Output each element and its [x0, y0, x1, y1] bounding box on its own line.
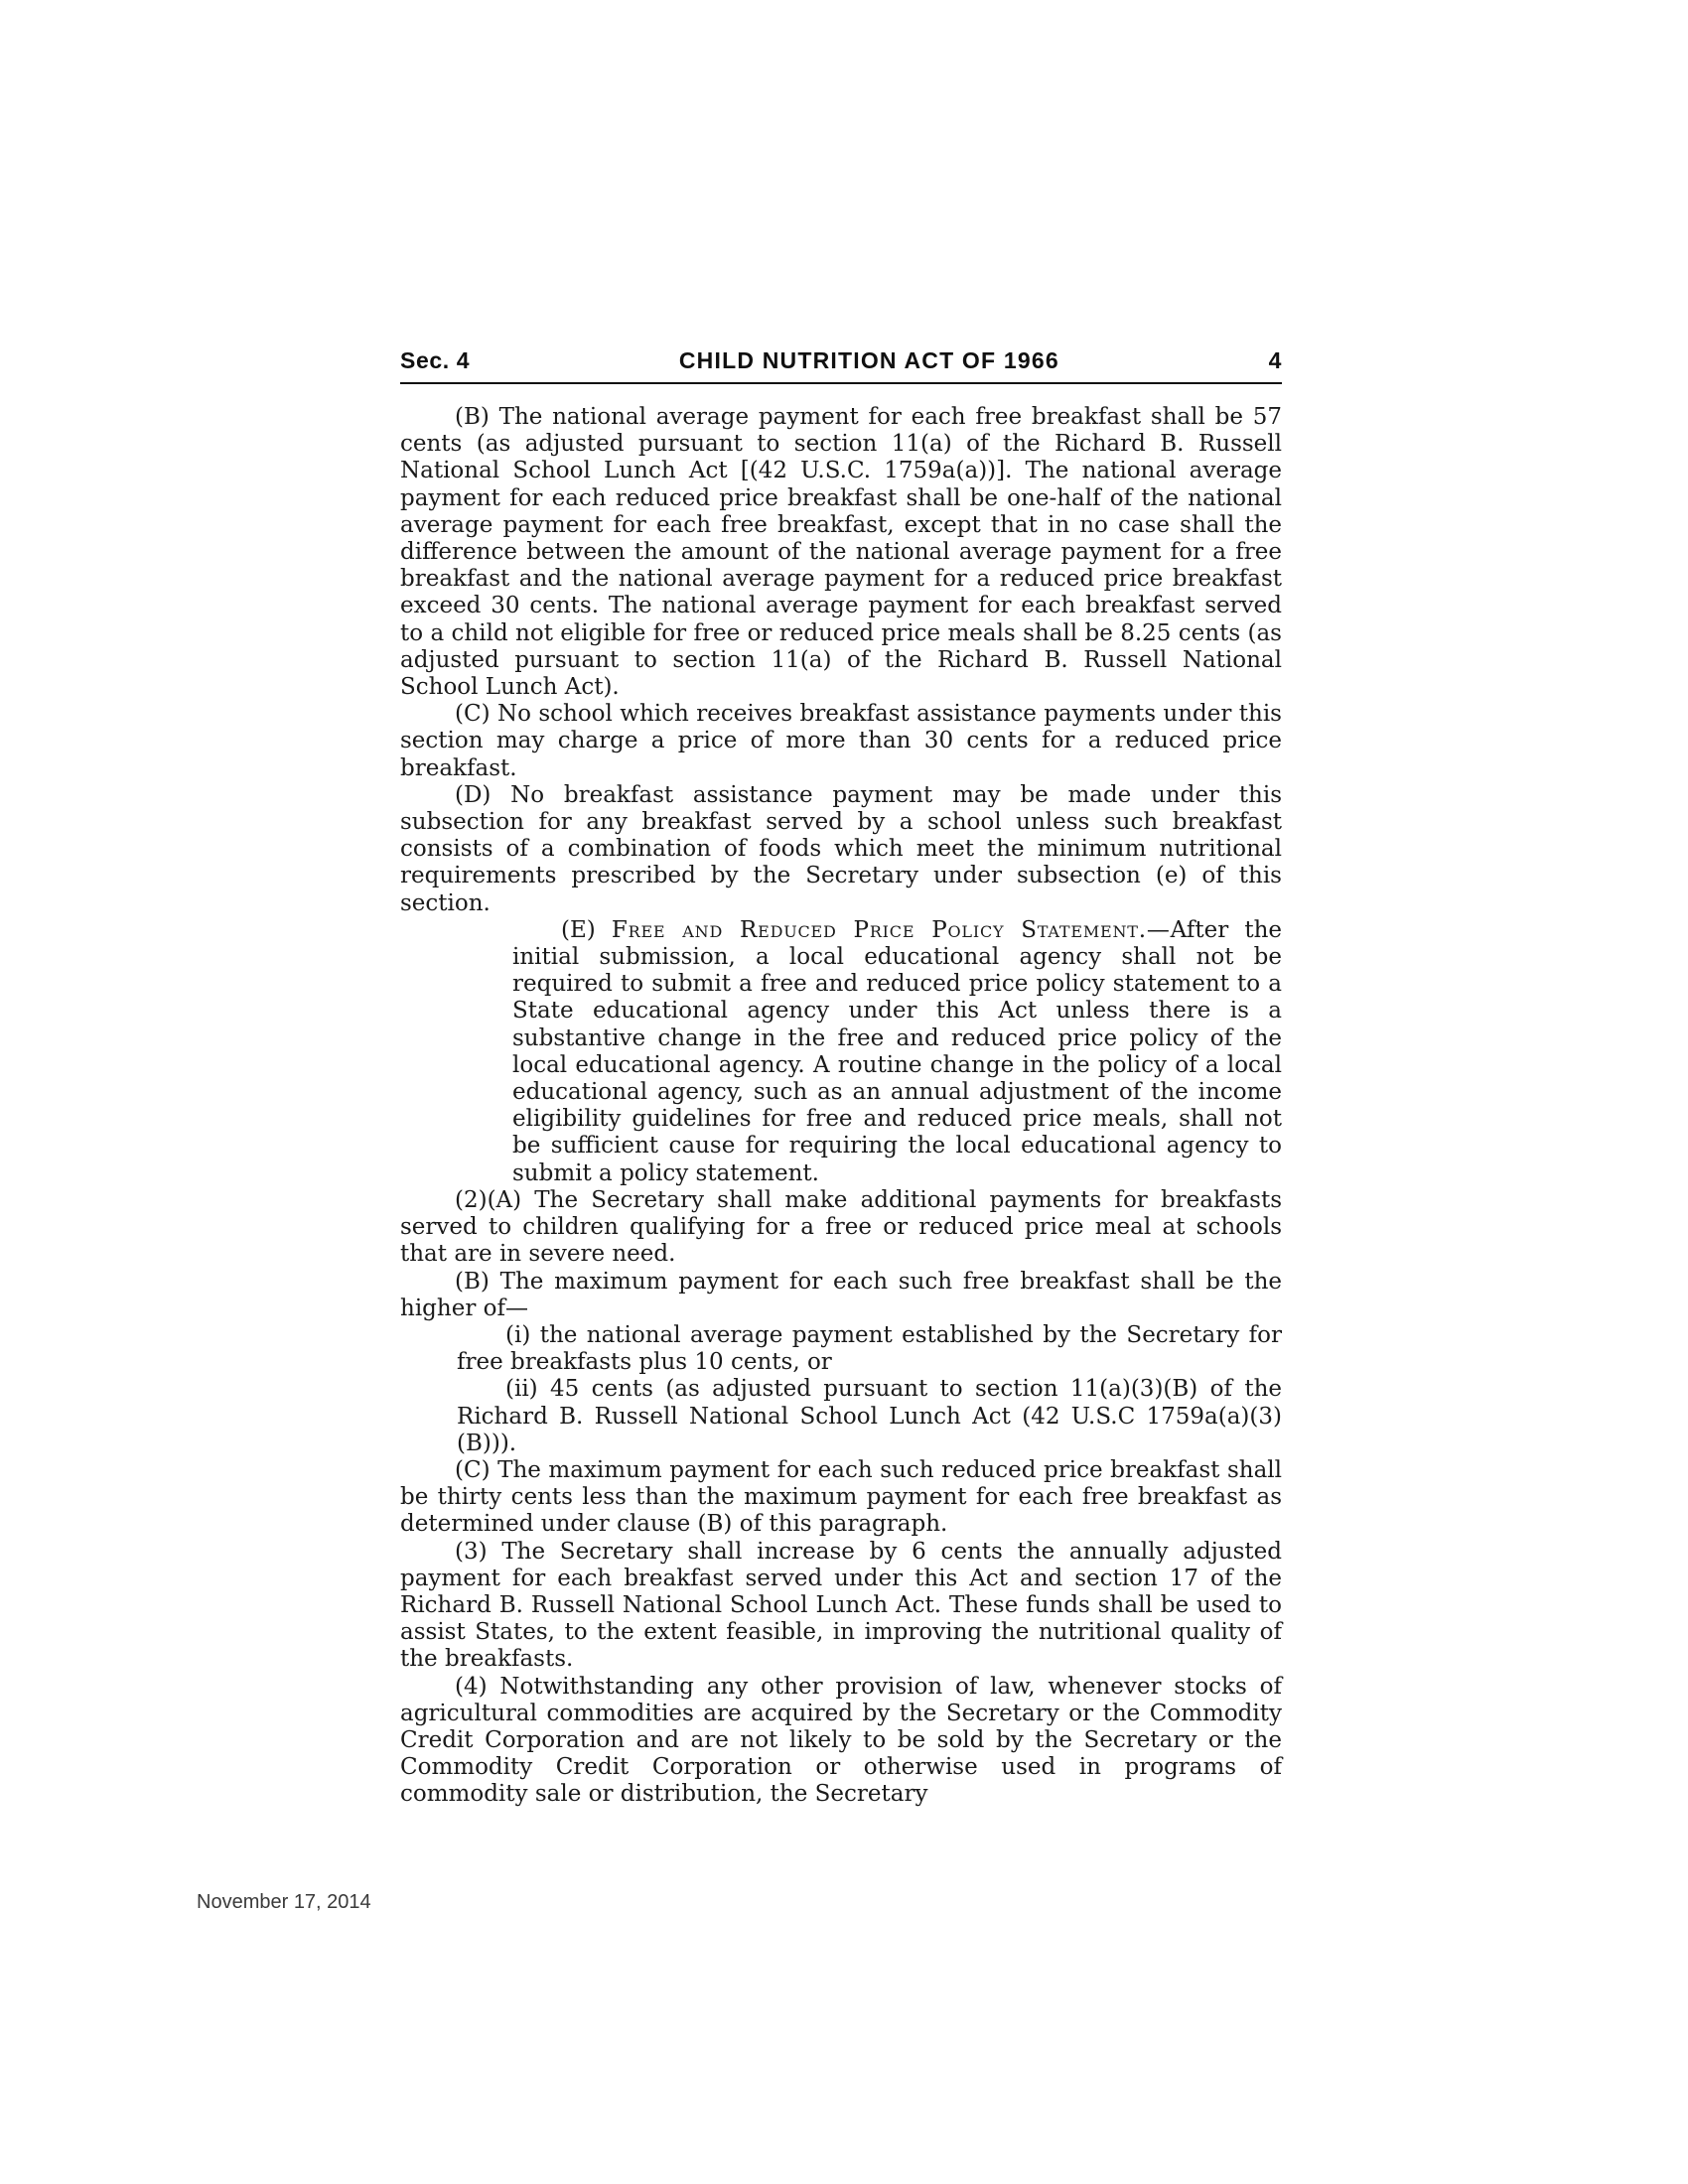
paragraph: (D) No breakfast assistance payment may be made under this subsection for any breakfast served by a school unless such breakfast consists of a combination of foods which meet the minimum nutritional requirements prescribed by the Secretary under subsection (e) of this section. — [400, 781, 1282, 916]
page-number: 4 — [1268, 347, 1282, 373]
paragraph: (C) The maximum payment for each such reduced price breakfast shall be thirty cents less than the maximum payment for each free breakfast as determined under clause (B) of this paragraph. — [400, 1456, 1282, 1538]
paragraph: (4) Notwithstanding any other provision of law, whenever stocks of agricultural commodities are acquired by the Secretary or the Commodity Credit Corporation and are not likely to be sold by the Secretary or the Commodity Credit Corporation or otherwise used in programs of commodity sale or distribution, the Secretary — [400, 1673, 1282, 1808]
paragraph: (B) The maximum payment for each such free breakfast shall be the higher of— — [400, 1268, 1282, 1321]
paragraph: (E) Free and Reduced Price Policy Statement.—After the initial submission, a local educational agency shall not be required to submit a free and reduced price policy statement to a State educational agency under this Act unless there is a substantive change in the free and reduced price policy of the local educational agency. A routine change in the policy of a local educational agency, such as an annual adjustment of the income eligibility guidelines for free and reduced price meals, shall not be sufficient cause for requiring the local educational agency to submit a policy statement. — [512, 916, 1283, 1186]
section-label: Sec. 4 — [400, 347, 471, 373]
paragraph: (ii) 45 cents (as adjusted pursuant to section 11(a)(3)(B) of the Richard B. Russell National School Lunch Act (42 U.S.C 1759a(a)(3)(B))). — [457, 1376, 1282, 1456]
body-text — [400, 404, 1282, 1809]
header-rule — [400, 382, 1282, 384]
paragraph: (i) the national average payment established by the Secretary for free breakfasts plus 10 cents, or — [457, 1321, 1282, 1376]
paragraph: (B) The national average payment for each free breakfast shall be 57 cents (as adjusted pursuant to section 11(a) of the Richard B. Russell National School Lunch Act [(42 U.S.C. 1759a(a))]. The national average payment for each reduced price breakfast shall be one-half of the national average payment for each free breakfast, except that in no case shall the difference between the amount of the national average payment for a free breakfast and the national average payment for a reduced price breakfast exceed 30 cents. The national average payment for each breakfast served to a child not eligible for free or reduced price meals shall be 8.25 cents (as adjusted pursuant to section 11(a) of the Richard B. Russell National School Lunch Act). — [400, 404, 1282, 701]
smallcaps-heading: Free and Reduced Price Policy Statement.— — [611, 916, 1171, 943]
content-column — [400, 347, 1282, 1809]
paragraph: (3) The Secretary shall increase by 6 cents the annually adjusted payment for each breakfast served under this Act and section 17 of the Richard B. Russell National School Lunch Act. These funds shall be used to assist States, to the extent feasible, in improving the nutritional quality of the breakfasts. — [400, 1538, 1282, 1673]
footer-date: November 17, 2014 — [197, 1891, 371, 1913]
page-title: CHILD NUTRITION ACT OF 1966 — [678, 347, 1059, 373]
paragraph-lead: (E) — [561, 916, 612, 943]
paragraph: (2)(A) The Secretary shall make additional payments for breakfasts served to children qualifying for a free or reduced price meal at schools that are in severe need. — [400, 1186, 1282, 1268]
page-header — [400, 347, 1282, 374]
paragraph: (C) No school which receives breakfast assistance payments under this section may charge a price of more than 30 cents for a reduced price breakfast. — [400, 701, 1282, 781]
